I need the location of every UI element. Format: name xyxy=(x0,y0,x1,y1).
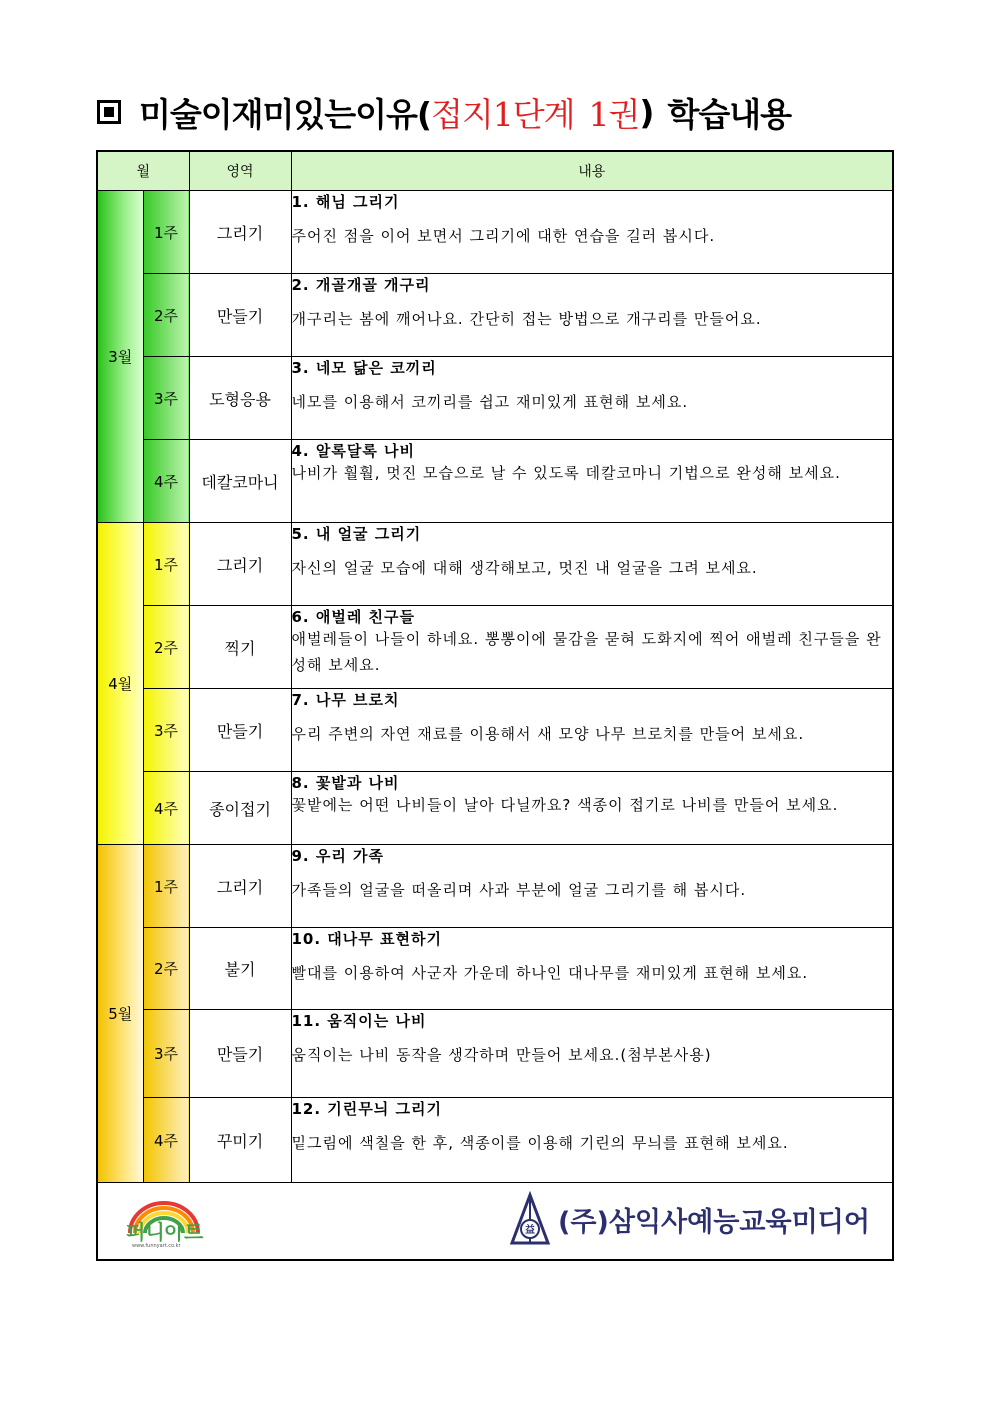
area-cell: 데칼코마니 xyxy=(189,440,291,523)
lesson-title: 7. 나무 브로치 xyxy=(291,691,400,709)
lesson-desc: 빨대를 이용하여 사군자 가운데 하나인 대나무를 재미있게 표현해 보세요. xyxy=(291,964,809,982)
week-cell: 4주 xyxy=(143,1098,189,1183)
table-row xyxy=(97,357,893,440)
week-cell: 1주 xyxy=(143,523,189,606)
week-cell: 2주 xyxy=(143,928,189,1010)
area-cell: 찍기 xyxy=(189,606,291,689)
content-cell xyxy=(291,274,893,357)
month-april: 4월 xyxy=(97,523,143,845)
table-row xyxy=(97,606,893,689)
area-cell: 꾸미기 xyxy=(189,1098,291,1183)
lesson-desc: 꽃밭에는 어떤 나비들이 날아 다닐까요? 색종이 접기로 나비를 만들어 보세요. xyxy=(291,796,839,814)
table-row xyxy=(97,274,893,357)
week-cell: 1주 xyxy=(143,191,189,274)
lesson-title: 2. 개골개골 개구리 xyxy=(291,276,431,294)
week-cell: 3주 xyxy=(143,357,189,440)
samik-mark: 益 xyxy=(525,1225,535,1236)
week-cell: 3주 xyxy=(143,689,189,772)
month-may: 5월 xyxy=(97,845,143,1183)
area-cell: 그리기 xyxy=(189,191,291,274)
lesson-desc: 우리 주변의 자연 재료를 이용해서 새 모양 나무 브로치를 만들어 보세요. xyxy=(291,725,805,743)
area-cell: 그리기 xyxy=(189,523,291,606)
table-row xyxy=(97,689,893,772)
table-row xyxy=(97,1098,893,1183)
month-march: 3월 xyxy=(97,191,143,523)
content-cell xyxy=(291,689,893,772)
area-cell: 만들기 xyxy=(189,689,291,772)
week-cell: 4주 xyxy=(143,440,189,523)
content-cell xyxy=(291,191,893,274)
funnyart-logo xyxy=(122,1193,247,1249)
lesson-desc: 나비가 훨훨, 멋진 모습으로 날 수 있도록 데칼코마니 기법으로 완성해 보세요. xyxy=(291,464,841,482)
footer-row xyxy=(97,1183,893,1261)
week-cell: 3주 xyxy=(143,1010,189,1098)
title-close: ) xyxy=(639,92,654,132)
table-row xyxy=(97,928,893,1010)
lesson-desc: 가족들의 얼굴을 떠올리며 사과 부분에 얼굴 그리기를 해 봅시다. xyxy=(291,881,747,899)
lesson-title: 3. 네모 닮은 코끼리 xyxy=(291,359,437,377)
content-cell xyxy=(291,845,893,928)
content-cell xyxy=(291,928,893,1010)
content-cell xyxy=(291,606,893,689)
content-cell xyxy=(291,440,893,523)
header-area: 영역 xyxy=(189,151,291,191)
funnyart-logo-text: 퍼니아트 xyxy=(126,1220,204,1244)
content-cell xyxy=(291,772,893,845)
table-header-row xyxy=(97,151,893,191)
samik-logo xyxy=(508,1191,878,1251)
lesson-title: 10. 대나무 표현하기 xyxy=(291,930,442,948)
week-cell: 2주 xyxy=(143,274,189,357)
lesson-title: 11. 움직이는 나비 xyxy=(291,1012,427,1030)
area-cell: 만들기 xyxy=(189,1010,291,1098)
lesson-title: 8. 꽃밭과 나비 xyxy=(291,774,400,792)
week-cell: 2주 xyxy=(143,606,189,689)
funnyart-url: www.funnyart.co.kr xyxy=(132,1243,181,1249)
area-cell: 종이접기 xyxy=(189,772,291,845)
area-cell: 만들기 xyxy=(189,274,291,357)
lesson-title: 6. 애벌레 친구들 xyxy=(291,608,416,626)
curriculum-table xyxy=(96,150,894,1261)
lesson-title: 1. 해님 그리기 xyxy=(291,193,400,211)
page-title xyxy=(97,88,791,136)
title-red-2: 1권 xyxy=(588,94,640,134)
lesson-desc: 움직이는 나비 동작을 생각하며 만들어 보세요.(첨부본사용) xyxy=(291,1046,712,1064)
content-cell xyxy=(291,357,893,440)
title-red-1: 접지1단계 xyxy=(430,94,575,134)
lesson-desc: 주어진 점을 이어 보면서 그리기에 대한 연습을 길러 봅시다. xyxy=(291,227,716,245)
area-cell: 도형응용 xyxy=(189,357,291,440)
content-cell xyxy=(291,1098,893,1183)
lesson-desc: 애벌레들이 나들이 하네요. 뽕뽕이에 물감을 묻혀 도화지에 찍어 애벌레 친구들을 완성해 보세요. xyxy=(291,630,882,674)
table-row xyxy=(97,1010,893,1098)
lesson-title: 12. 기린무늬 그리기 xyxy=(291,1100,442,1118)
title-tail: 학습내용 xyxy=(667,94,791,134)
lesson-desc: 네모를 이용해서 코끼리를 쉽고 재미있게 표현해 보세요. xyxy=(291,393,689,411)
lesson-desc: 자신의 얼굴 모습에 대해 생각해보고, 멋진 내 얼굴을 그려 보세요. xyxy=(291,559,758,577)
table-row xyxy=(97,845,893,928)
header-content: 내용 xyxy=(291,151,893,191)
table-row xyxy=(97,440,893,523)
header-month: 월 xyxy=(97,151,189,191)
table-row xyxy=(97,772,893,845)
lesson-title: 5. 내 얼굴 그리기 xyxy=(291,525,422,543)
content-cell xyxy=(291,1010,893,1098)
area-cell: 불기 xyxy=(189,928,291,1010)
footer-logos xyxy=(97,1183,893,1261)
samik-logo-text: (주)삼익사예능교육미디어 xyxy=(558,1207,870,1238)
lesson-desc: 밑그림에 색칠을 한 후, 색종이를 이용해 기린의 무늬를 표현해 보세요. xyxy=(291,1134,789,1152)
lesson-desc: 개구리는 봄에 깨어나요. 간단히 접는 방법으로 개구리를 만들어요. xyxy=(291,310,762,328)
lesson-title: 9. 우리 가족 xyxy=(291,847,385,865)
area-cell: 그리기 xyxy=(189,845,291,928)
content-cell xyxy=(291,523,893,606)
week-cell: 4주 xyxy=(143,772,189,845)
lesson-title: 4. 알록달록 나비 xyxy=(291,442,416,460)
week-cell: 1주 xyxy=(143,845,189,928)
table-row xyxy=(97,191,893,274)
black-square-icon xyxy=(97,100,121,124)
table-row xyxy=(97,523,893,606)
title-main: 미술이재미있는이유( xyxy=(139,94,431,134)
